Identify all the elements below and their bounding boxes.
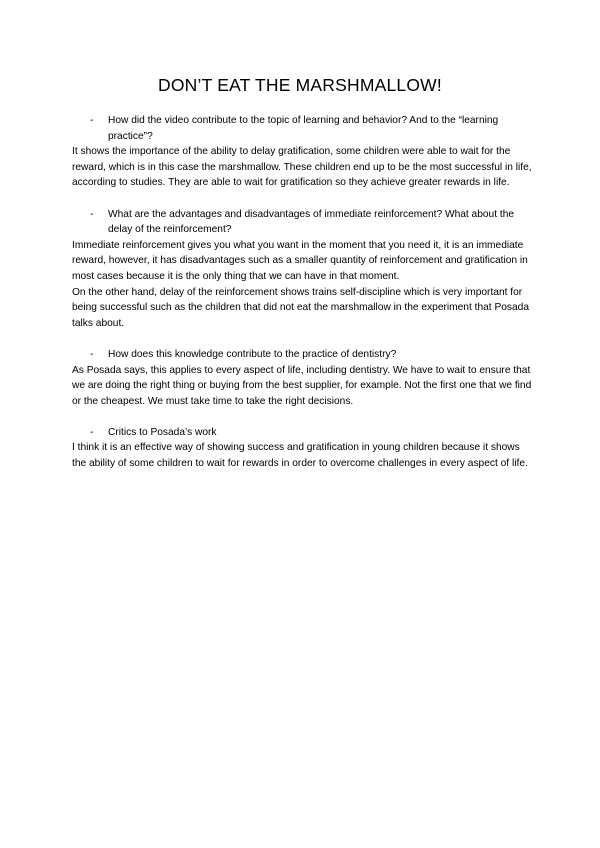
question-item <box>72 113 532 144</box>
section-dentistry <box>72 347 532 409</box>
answer-paragraph: As Posada says, this applies to every aspect of life, including dentistry. We have to wait to ensure that we are doing the right thing or buying from the best supplier, for example. Not the first one that we find or the cheapest. We must take time to take the right decisions. <box>72 364 532 407</box>
question-text: How does this knowledge contribute to the practice of dentistry? <box>108 348 397 360</box>
answer-paragraph: Immediate reinforcement gives you what you want in the moment that you need it, it is an immediate reward, however, it has disadvantages such as a smaller quantity of reinforcement and gratification in most cases because it is the only thing that we can have in that moment. <box>72 239 528 282</box>
bullet-dash: - <box>90 115 94 126</box>
section-critics <box>72 425 532 472</box>
document-body <box>72 113 532 472</box>
bullet-dash: - <box>90 348 94 360</box>
question-item <box>72 425 532 441</box>
question-item <box>72 347 532 363</box>
spacer <box>72 409 532 425</box>
question-item <box>72 207 532 238</box>
section-reinforcement <box>72 207 532 332</box>
question-text: How did the video contribute to the topic of learning and behavior? And to the “learning practice”? <box>108 115 499 142</box>
bullet-dash: - <box>90 426 94 438</box>
spacer <box>72 331 532 347</box>
answer-paragraph: It shows the importance of the ability to delay gratification, some children were able to wait for the reward, which is in this case the marshmallow. These children end up to be the most successful in life, according to studies. They are able to wait for gratification so they achieve greater rewards in life. <box>72 146 532 189</box>
spacer <box>72 191 532 207</box>
question-text: What are the advantages and disadvantages of immediate reinforcement? What about the delay of the reinforcement? <box>108 208 515 236</box>
question-text: Critics to Posada’s work <box>108 426 217 438</box>
section-learning-behavior <box>72 113 532 191</box>
document-title: DON’T EAT THE MARSHMALLOW! <box>158 75 442 95</box>
answer-paragraph: On the other hand, delay of the reinforcement shows trains self-discipline which is very important for being successful such as the children that did not eat the marshmallow in the experiment that Posada talks about. <box>72 286 529 329</box>
bullet-dash: - <box>90 208 94 220</box>
answer-paragraph: I think it is an effective way of showing success and gratification in young children because it shows the ability of some children to wait for rewards in order to overcome challenges in every aspect of life. <box>72 442 528 470</box>
